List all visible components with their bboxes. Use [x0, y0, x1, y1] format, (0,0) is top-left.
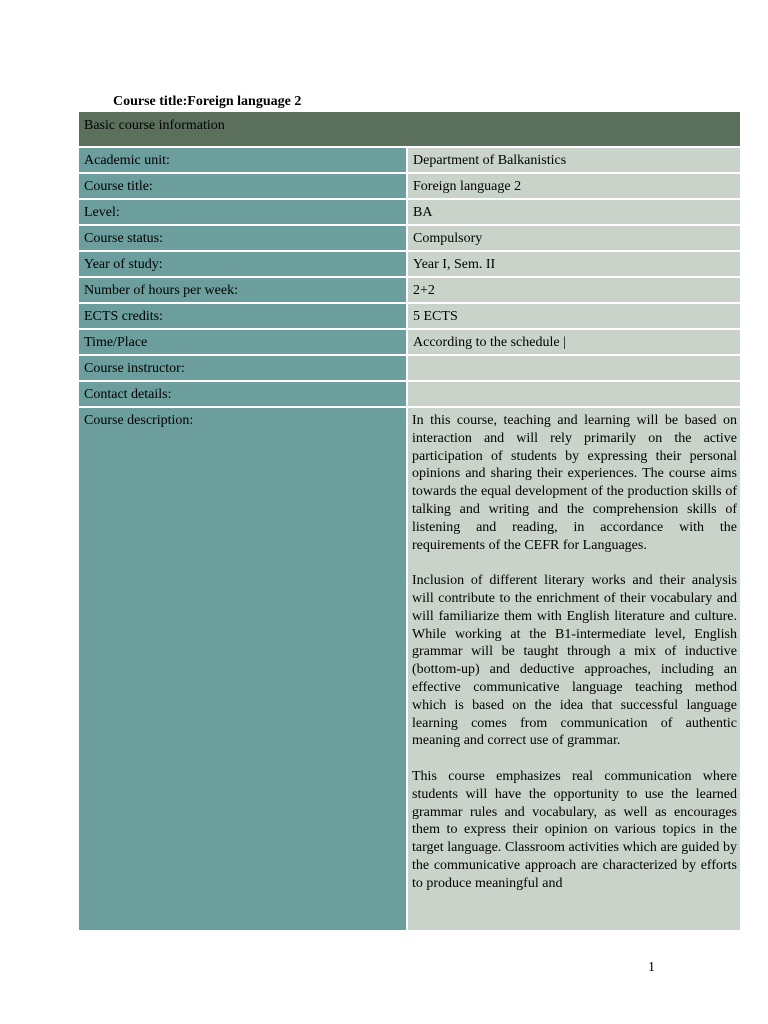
row-value: Foreign language 2	[408, 174, 740, 198]
row-label: ECTS credits:	[79, 304, 406, 328]
row-label: Time/Place	[79, 330, 406, 354]
row-value	[408, 382, 740, 406]
table-row	[79, 382, 740, 406]
table-row	[79, 330, 740, 354]
course-title-prefix: Course title:	[113, 94, 188, 109]
table-row	[79, 148, 740, 172]
page-number: 1	[648, 960, 655, 975]
row-value: 2+2	[408, 278, 740, 302]
table-row	[79, 304, 740, 328]
table-row	[79, 252, 740, 276]
table-row	[79, 356, 740, 380]
description-row	[79, 408, 740, 930]
row-value: 5 ECTS	[408, 304, 740, 328]
row-label: Course title:	[79, 174, 406, 198]
course-info-table	[79, 112, 740, 932]
row-value: BA	[408, 200, 740, 224]
table-header: Basic course information	[79, 112, 740, 146]
course-title-heading	[113, 94, 301, 110]
row-value: According to the schedule |	[408, 330, 740, 354]
row-label: Course status:	[79, 226, 406, 250]
description-label: Course description:	[79, 408, 406, 930]
row-value: Compulsory	[408, 226, 740, 250]
table-row	[79, 226, 740, 250]
row-value: Department of Balkanistics	[408, 148, 740, 172]
row-label: Number of hours per week:	[79, 278, 406, 302]
table-row	[79, 200, 740, 224]
description-paragraph: In this course, teaching and learning will be based on interaction and will rely primarily on the active participation of students by expressing their personal opinions and sharing their experiences. The course aims towards the equal development of the production skills of talking and writing and the comprehension skills of listening and reading, in accordance with the requirements of the CEFR for Languages.	[412, 413, 737, 553]
row-label: Level:	[79, 200, 406, 224]
course-title-value: Foreign language 2	[187, 94, 302, 109]
row-label: Course instructor:	[79, 356, 406, 380]
row-label: Contact details:	[79, 382, 406, 406]
table-row	[79, 278, 740, 302]
table-row	[79, 174, 740, 198]
row-value: Year I, Sem. II	[408, 252, 740, 276]
description-paragraph: Inclusion of different literary works and their analysis will contribute to the enrichment of their vocabulary and will familiarize them with English literature and culture. While working at the B1-intermediate level, English grammar will be taught through a mix of inductive (bottom-up) and deductive approaches, including an effective communicative language teaching method which is based on the idea that successful language learning comes from communication of authentic meaning and correct use of grammar.	[412, 573, 737, 749]
description-paragraph: This course emphasizes real communication where students will have the opportunity to use the learned grammar rules and vocabulary, as well as encourages them to express their opinion on various topics in the target language. Classroom activities which are guided by the communicative approach are characterized by efforts to produce meaningful and	[412, 768, 737, 891]
description-text	[408, 408, 740, 930]
row-value	[408, 356, 740, 380]
row-label: Year of study:	[79, 252, 406, 276]
row-label: Academic unit:	[79, 148, 406, 172]
